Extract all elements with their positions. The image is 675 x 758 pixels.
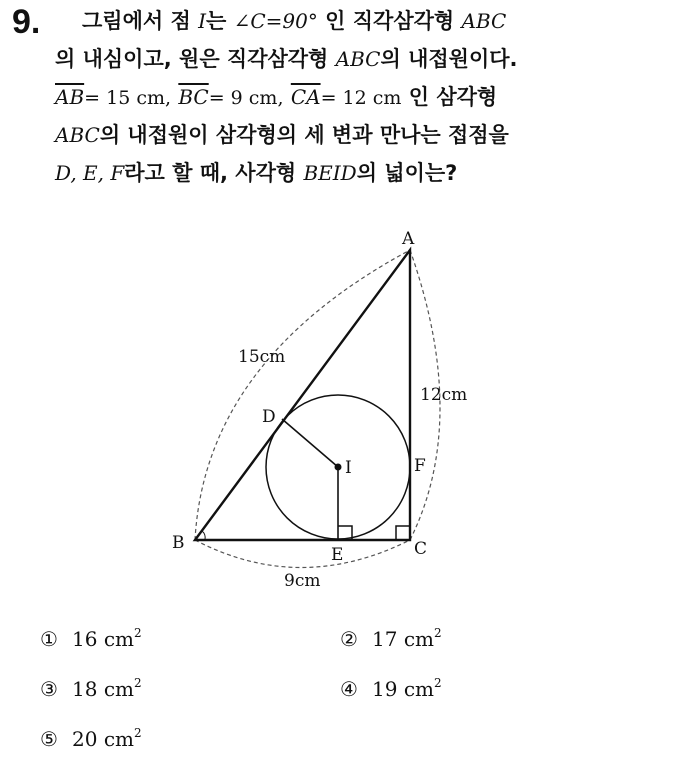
triangle-name: ABC (335, 47, 381, 71)
length-bc: = 9 cm, (208, 87, 284, 109)
stem-text: 의 넓이는? (356, 161, 458, 185)
stem-line-1 (55, 2, 670, 40)
length-label-ca: 12cm (420, 385, 468, 405)
stem-text: 인 직각삼각형 (317, 9, 462, 33)
stem-text: 의 내접원이 삼각형의 세 변과 만나는 접점을 (99, 123, 509, 147)
choice-2[interactable] (340, 626, 442, 651)
stem-line-5 (55, 154, 670, 192)
choice-exponent: 2 (133, 726, 142, 740)
choice-5[interactable] (40, 726, 142, 751)
choice-marker: ① (40, 627, 58, 651)
choice-exponent: 2 (133, 626, 142, 640)
segment-bc: $\overline{BC}$ (178, 85, 209, 109)
choice-exponent: 2 (433, 626, 442, 640)
choice-unit: cm (403, 627, 434, 651)
choice-exponent: 2 (433, 676, 442, 690)
choice-unit: cm (403, 677, 434, 701)
stem-text: 의 내심이고, 원은 직각삼각형 (55, 47, 336, 71)
point-label-d: D (262, 407, 276, 427)
point-label-f: F (414, 456, 426, 476)
segment-ab: $\overline{AB}$ (55, 85, 85, 109)
vertex-label-c: C (414, 539, 428, 559)
length-ab: = 15 cm, (84, 87, 172, 109)
choice-value: 20 (72, 727, 98, 751)
incenter-dot (335, 464, 342, 471)
choice-exponent: 2 (133, 676, 142, 690)
choice-value: 18 (72, 677, 98, 701)
choice-value: 19 (372, 677, 398, 701)
stem-text: 의 내접원이다. (380, 47, 518, 71)
choice-unit: cm (103, 677, 134, 701)
choice-4[interactable] (340, 676, 442, 701)
choice-value: 17 (372, 627, 398, 651)
choice-marker: ② (340, 627, 358, 651)
length-label-ab: 15cm (238, 347, 286, 367)
vertex-label-b: B (172, 533, 185, 553)
stem-text: 인 삼각형 (408, 85, 498, 109)
radius-id (282, 419, 338, 467)
triangle-abc (195, 250, 410, 540)
choice-marker: ⑤ (40, 727, 58, 751)
choice-value: 16 (72, 627, 98, 651)
dashed-arc-bc (195, 540, 410, 568)
right-angle-c (396, 526, 410, 540)
incenter-symbol: I (198, 9, 206, 33)
question-stem (55, 2, 670, 192)
quadrilateral-name: BEID (303, 161, 357, 185)
question-number: 9. (12, 3, 41, 41)
tangent-points: D, E, F (55, 161, 125, 185)
choice-unit: cm (103, 727, 134, 751)
choice-unit: cm (103, 627, 134, 651)
choice-3[interactable] (40, 676, 142, 701)
triangle-name: ABC (461, 9, 507, 33)
length-label-bc: 9cm (284, 571, 321, 591)
choice-1[interactable] (40, 626, 142, 651)
segment-ca: $\overline{CA}$ (290, 85, 321, 109)
right-angle-condition: ∠C=90° (233, 9, 318, 33)
length-ca: = 12 cm (320, 87, 402, 109)
stem-text: 그림에서 점 (82, 9, 199, 33)
point-label-i: I (345, 458, 352, 478)
stem-line-3 (55, 78, 670, 116)
stem-text: 는 (205, 9, 234, 33)
choice-marker: ④ (340, 677, 358, 701)
triangle-name: ABC (55, 123, 100, 147)
stem-text: 라고 할 때, 사각형 (124, 161, 304, 185)
triangle-figure (0, 200, 675, 600)
point-label-e: E (331, 545, 344, 565)
stem-line-2 (55, 40, 670, 78)
stem-line-4 (55, 116, 670, 154)
vertex-label-a: A (402, 229, 415, 249)
angle-arc-b (202, 531, 205, 540)
choice-marker: ③ (40, 677, 58, 701)
